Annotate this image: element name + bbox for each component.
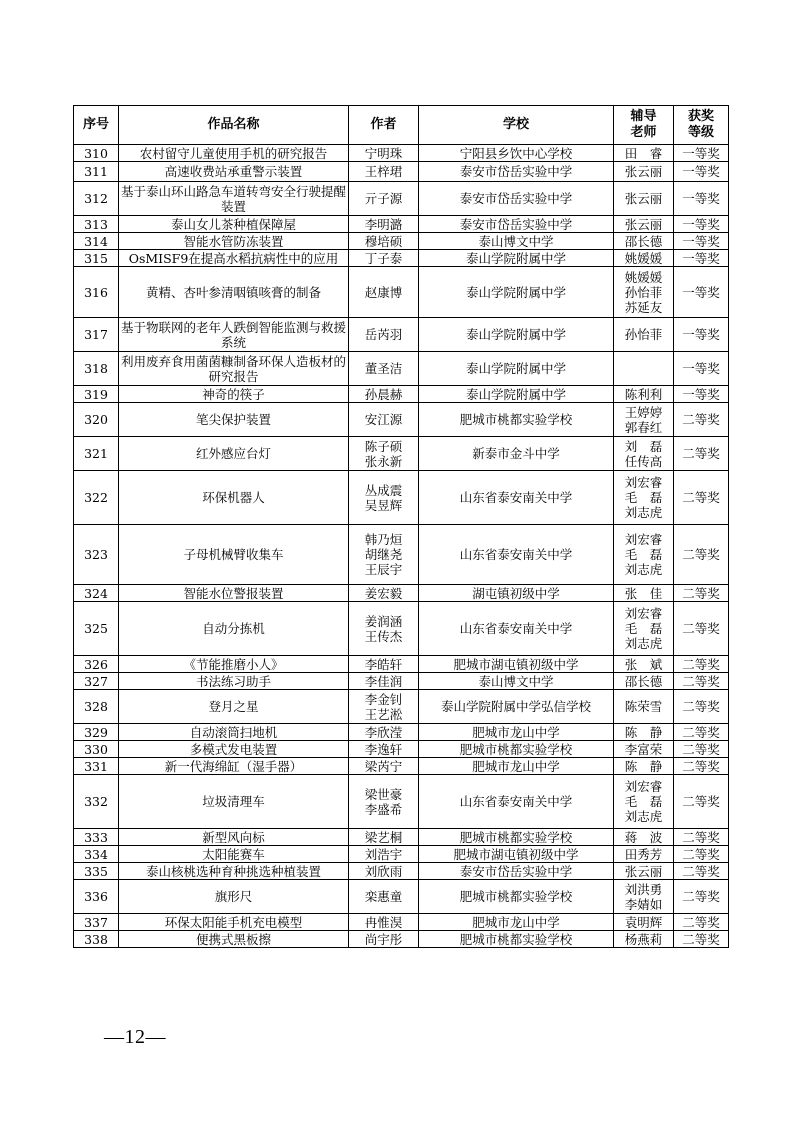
cell-no: 310 [74,145,119,162]
cell-school: 肥城市湖屯镇初级中学 [419,656,614,673]
table-row [74,690,729,724]
cell-author: 穆培硕 [349,233,419,250]
cell-title: 黄精、杏叶参清咽镇咳膏的制备 [119,267,349,318]
cell-author: 丁子泰 [349,250,419,267]
cell-title: 旗形尺 [119,880,349,914]
cell-title: 泰山女儿茶种植保障屋 [119,216,349,233]
cell-no: 332 [74,775,119,829]
cell-award: 二等奖 [674,846,729,863]
cell-no: 314 [74,233,119,250]
cell-title: 垃圾清理车 [119,775,349,829]
cell-school: 肥城市龙山中学 [419,724,614,741]
table-row [74,673,729,690]
cell-no: 329 [74,724,119,741]
cell-award: 一等奖 [674,162,729,182]
cell-no: 326 [74,656,119,673]
cell-advisor: 张云丽 [614,162,674,182]
cell-award: 一等奖 [674,352,729,386]
table-row [74,352,729,386]
cell-school: 泰山博文中学 [419,673,614,690]
table-row [74,250,729,267]
cell-school: 泰山学院附属中学 [419,386,614,403]
table-row [74,863,729,880]
cell-award: 二等奖 [674,829,729,846]
cell-advisor: 陈 静 [614,758,674,775]
cell-school: 肥城市湖屯镇初级中学 [419,846,614,863]
cell-title: 登月之星 [119,690,349,724]
cell-advisor: 李富荣 [614,741,674,758]
table-row [74,386,729,403]
cell-title: 书法练习助手 [119,673,349,690]
cell-author: 梁芮宁 [349,758,419,775]
cell-title: 新型风向标 [119,829,349,846]
cell-title: 农村留守儿童使用手机的研究报告 [119,145,349,162]
cell-title: 红外感应台灯 [119,437,349,471]
cell-award: 一等奖 [674,216,729,233]
cell-author: 丛成震 吴昱辉 [349,471,419,525]
cell-school: 山东省泰安南关中学 [419,775,614,829]
cell-award: 二等奖 [674,673,729,690]
cell-award: 二等奖 [674,403,729,437]
cell-advisor: 刘宏睿 毛 磊 刘志虎 [614,471,674,525]
table-row [74,741,729,758]
table-row [74,585,729,602]
cell-award: 二等奖 [674,724,729,741]
table-row [74,267,729,318]
header-award: 获奖 等级 [674,106,729,145]
cell-author: 姜润涵 王传杰 [349,602,419,656]
cell-school: 肥城市桃都实验学校 [419,403,614,437]
cell-title: 便携式黑板擦 [119,931,349,948]
table-row [74,602,729,656]
cell-author: 韩乃烜 胡继尧 王辰宇 [349,525,419,585]
cell-title: 新一代海绵缸（湿手器） [119,758,349,775]
header-title: 作品名称 [119,106,349,145]
cell-advisor [614,352,674,386]
cell-school: 泰山博文中学 [419,233,614,250]
cell-advisor: 张 佳 [614,585,674,602]
cell-no: 320 [74,403,119,437]
cell-no: 321 [74,437,119,471]
cell-school: 山东省泰安南关中学 [419,602,614,656]
cell-school: 山东省泰安南关中学 [419,525,614,585]
cell-title: 笔尖保护装置 [119,403,349,437]
cell-advisor: 刘宏睿 毛 磊 刘志虎 [614,525,674,585]
cell-school: 泰山学院附属中学 [419,267,614,318]
cell-award: 二等奖 [674,602,729,656]
cell-school: 新泰市金斗中学 [419,437,614,471]
cell-no: 337 [74,914,119,931]
table-row [74,829,729,846]
cell-title: 高速收费站承重警示装置 [119,162,349,182]
cell-author: 李逸轩 [349,741,419,758]
table-row [74,931,729,948]
cell-school: 泰山学院附属中学弘信学校 [419,690,614,724]
cell-advisor: 姚媛媛 [614,250,674,267]
cell-award: 一等奖 [674,182,729,216]
cell-title: 《节能推磨小人》 [119,656,349,673]
cell-advisor: 刘 磊 任传高 [614,437,674,471]
cell-school: 泰安市岱岳实验中学 [419,182,614,216]
cell-no: 328 [74,690,119,724]
cell-no: 315 [74,250,119,267]
cell-award: 二等奖 [674,437,729,471]
table-header-row [74,106,729,145]
cell-title: 基于泰山环山路急车道转弯安全行驶提醒装置 [119,182,349,216]
header-author: 作者 [349,106,419,145]
cell-title: OsMISF9在提高水稻抗病性中的应用 [119,250,349,267]
cell-award: 一等奖 [674,233,729,250]
table-row [74,145,729,162]
cell-award: 二等奖 [674,931,729,948]
cell-advisor: 陈荣雪 [614,690,674,724]
cell-advisor: 孙怡菲 [614,318,674,352]
cell-no: 316 [74,267,119,318]
cell-school: 山东省泰安南关中学 [419,471,614,525]
cell-no: 334 [74,846,119,863]
cell-author: 李皓轩 [349,656,419,673]
cell-school: 肥城市龙山中学 [419,758,614,775]
cell-title: 利用废弃食用菌菌糠制备环保人造板材的研究报告 [119,352,349,386]
cell-advisor: 张云丽 [614,863,674,880]
table-body [74,145,729,948]
cell-no: 335 [74,863,119,880]
table-row [74,216,729,233]
cell-advisor: 蒋 波 [614,829,674,846]
cell-school: 肥城市桃都实验学校 [419,931,614,948]
cell-school: 泰安市岱岳实验中学 [419,162,614,182]
table-row [74,914,729,931]
cell-award: 一等奖 [674,250,729,267]
cell-advisor: 邵长德 [614,233,674,250]
cell-award: 二等奖 [674,741,729,758]
cell-title: 环保机器人 [119,471,349,525]
cell-award: 二等奖 [674,690,729,724]
cell-author: 孙晨赫 [349,386,419,403]
cell-author: 陈子硕 张永新 [349,437,419,471]
cell-school: 肥城市桃都实验学校 [419,880,614,914]
cell-advisor: 王婷婷 郭春红 [614,403,674,437]
cell-award: 二等奖 [674,585,729,602]
cell-advisor: 袁明辉 [614,914,674,931]
header-no: 序号 [74,106,119,145]
cell-award: 二等奖 [674,656,729,673]
cell-author: 冉惟淏 [349,914,419,931]
cell-author: 姜宏毅 [349,585,419,602]
cell-title: 神奇的筷子 [119,386,349,403]
cell-award: 一等奖 [674,267,729,318]
cell-no: 312 [74,182,119,216]
cell-no: 319 [74,386,119,403]
cell-title: 环保太阳能手机充电模型 [119,914,349,931]
cell-author: 王梓珺 [349,162,419,182]
cell-title: 智能水管防冻装置 [119,233,349,250]
cell-title: 自动分拣机 [119,602,349,656]
page-number: —12— [104,1026,166,1048]
cell-school: 肥城市龙山中学 [419,914,614,931]
cell-author: 梁世豪 李盛希 [349,775,419,829]
cell-school: 泰山学院附属中学 [419,250,614,267]
cell-title: 自动滚筒扫地机 [119,724,349,741]
cell-author: 岳芮羽 [349,318,419,352]
header-school: 学校 [419,106,614,145]
cell-advisor: 杨燕莉 [614,931,674,948]
cell-author: 栾惠童 [349,880,419,914]
cell-school: 泰山学院附属中学 [419,318,614,352]
cell-no: 311 [74,162,119,182]
table-row [74,724,729,741]
cell-award: 一等奖 [674,386,729,403]
cell-award: 二等奖 [674,880,729,914]
table-row [74,162,729,182]
cell-author: 李明潞 [349,216,419,233]
cell-title: 泰山核桃选种育种挑选种植装置 [119,863,349,880]
cell-author: 宁明珠 [349,145,419,162]
cell-author: 李金钊 王艺淞 [349,690,419,724]
cell-author: 董圣洁 [349,352,419,386]
cell-no: 338 [74,931,119,948]
table-row [74,471,729,525]
table-row [74,880,729,914]
cell-author: 尚宇彤 [349,931,419,948]
cell-school: 宁阳县乡饮中心学校 [419,145,614,162]
cell-no: 322 [74,471,119,525]
cell-no: 317 [74,318,119,352]
cell-advisor: 田 睿 [614,145,674,162]
cell-author: 赵康博 [349,267,419,318]
cell-advisor: 邵长德 [614,673,674,690]
table-row [74,318,729,352]
cell-advisor: 张云丽 [614,216,674,233]
cell-author: 安江源 [349,403,419,437]
cell-school: 泰山学院附属中学 [419,352,614,386]
cell-advisor: 刘宏睿 毛 磊 刘志虎 [614,775,674,829]
cell-author: 梁艺桐 [349,829,419,846]
header-advisor: 辅导 老师 [614,106,674,145]
cell-title: 太阳能赛车 [119,846,349,863]
cell-title: 多模式发电装置 [119,741,349,758]
cell-no: 324 [74,585,119,602]
cell-no: 313 [74,216,119,233]
cell-school: 肥城市桃都实验学校 [419,741,614,758]
table-row [74,846,729,863]
cell-no: 333 [74,829,119,846]
cell-award: 一等奖 [674,145,729,162]
cell-award: 二等奖 [674,914,729,931]
cell-award: 一等奖 [674,318,729,352]
table-row [74,403,729,437]
cell-award: 二等奖 [674,471,729,525]
table-row [74,758,729,775]
cell-award: 二等奖 [674,525,729,585]
cell-no: 336 [74,880,119,914]
cell-title: 基于物联网的老年人跌倒智能监测与救援系统 [119,318,349,352]
cell-author: 李佳润 [349,673,419,690]
cell-no: 318 [74,352,119,386]
cell-school: 肥城市桃都实验学校 [419,829,614,846]
table-row [74,182,729,216]
cell-award: 二等奖 [674,758,729,775]
cell-author: 刘欣雨 [349,863,419,880]
cell-school: 湖屯镇初级中学 [419,585,614,602]
cell-advisor: 刘宏睿 毛 磊 刘志虎 [614,602,674,656]
table-row [74,437,729,471]
cell-advisor: 张 斌 [614,656,674,673]
cell-advisor: 姚媛媛 孙怡菲 苏延友 [614,267,674,318]
cell-advisor: 田秀芳 [614,846,674,863]
cell-advisor: 张云丽 [614,182,674,216]
awards-table [73,105,729,948]
cell-no: 323 [74,525,119,585]
cell-title: 智能水位警报装置 [119,585,349,602]
cell-school: 泰安市岱岳实验中学 [419,216,614,233]
cell-advisor: 刘洪勇 李婧如 [614,880,674,914]
table-row [74,233,729,250]
cell-advisor: 陈 静 [614,724,674,741]
cell-no: 327 [74,673,119,690]
table-row [74,656,729,673]
cell-author: 亓子源 [349,182,419,216]
cell-no: 330 [74,741,119,758]
cell-author: 李欣滢 [349,724,419,741]
cell-title: 子母机械臂收集车 [119,525,349,585]
cell-award: 二等奖 [674,775,729,829]
cell-award: 二等奖 [674,863,729,880]
cell-author: 刘浩宇 [349,846,419,863]
table-row [74,775,729,829]
cell-school: 泰安市岱岳实验中学 [419,863,614,880]
cell-no: 325 [74,602,119,656]
cell-no: 331 [74,758,119,775]
table-row [74,525,729,585]
cell-advisor: 陈利利 [614,386,674,403]
